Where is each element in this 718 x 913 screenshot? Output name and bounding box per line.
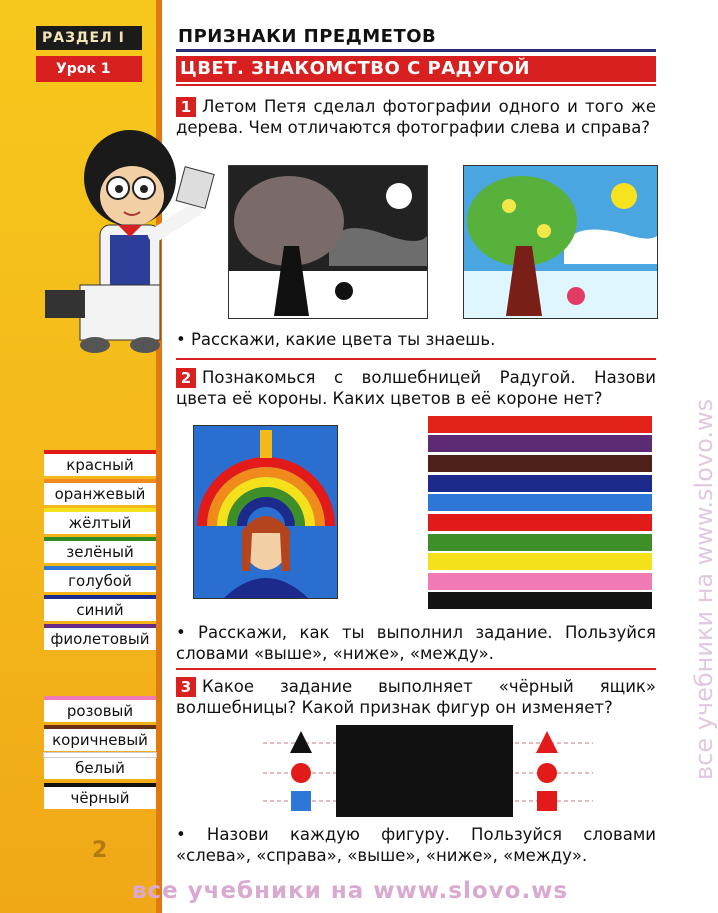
color-bar	[44, 566, 156, 570]
separator	[176, 358, 656, 360]
color-word-label: фиолетовый	[50, 630, 150, 648]
task-1-bullet: • Расскажи, какие цвета ты знаешь.	[176, 330, 496, 349]
stripe-light-blue	[428, 494, 652, 511]
color-word	[44, 541, 156, 563]
color-word-label: коричневый	[52, 731, 148, 749]
rainbow-fairy-picture	[193, 425, 338, 599]
task-text: Летом Петя сделал фотографии одного и того же дерева. Чем отличаются фотографии слева и справа?	[176, 97, 656, 137]
color-word	[44, 700, 156, 722]
side-watermark: все учебники на www.slovo.ws	[690, 398, 718, 780]
photo-bw	[228, 165, 428, 319]
color-bar	[44, 450, 156, 454]
color-word-label: зелёный	[66, 543, 134, 561]
task-number: 3	[176, 677, 196, 697]
task-number: 1	[176, 97, 196, 117]
lesson-title: ЦВЕТ. ЗНАКОМСТВО С РАДУГОЙ	[176, 56, 656, 82]
color-bar	[44, 783, 156, 787]
task-number: 2	[176, 368, 196, 388]
color-word-label: белый	[75, 759, 125, 777]
color-bar	[44, 624, 156, 628]
task-2	[176, 367, 656, 409]
color-word-label: оранжевый	[54, 485, 146, 503]
color-bar	[44, 725, 156, 729]
stripe-red	[428, 416, 652, 433]
color-word	[44, 454, 156, 476]
color-bar	[44, 696, 156, 700]
color-bar	[44, 479, 156, 483]
color-word-label: красный	[66, 456, 134, 474]
color-word	[44, 483, 156, 505]
color-word-label: жёлтый	[68, 514, 132, 532]
page-number: 2	[92, 838, 108, 863]
color-word	[44, 599, 156, 621]
task-text: Какое задание выполняет «чёрный ящик» волшебницы? Какой признак фигур он изменяет?	[176, 677, 656, 717]
color-word	[44, 512, 156, 534]
photo-color	[463, 165, 658, 319]
color-word	[44, 729, 156, 751]
black-box-diagram	[263, 725, 593, 817]
section-badge: РАЗДЕЛ I	[36, 26, 142, 50]
task-1	[176, 96, 656, 138]
separator	[176, 668, 656, 670]
color-bar	[44, 508, 156, 512]
task-3-bullet: • Назови каждую фигуру. Пользуйся словами «слева», «справа», «выше», «ниже», «между».	[176, 825, 656, 865]
task-3	[176, 676, 656, 718]
color-word	[44, 757, 156, 779]
stripe-black	[428, 592, 652, 609]
color-bar	[44, 753, 156, 757]
task-2-bullet: • Расскажи, как ты выполнил задание. Пользуйся словами «выше», «ниже», «между».	[176, 623, 656, 663]
color-word-label: розовый	[66, 702, 134, 720]
stripe-violet	[428, 435, 652, 452]
stripe-yellow	[428, 553, 652, 570]
stripe-pink	[428, 573, 652, 590]
color-bar	[44, 595, 156, 599]
color-word	[44, 787, 156, 809]
stripe-red-2	[428, 514, 652, 531]
task-text: Познакомься с волшебницей Радугой. Назови цвета её короны. Каких цветов в её короне нет?	[176, 368, 656, 408]
page-title: ПРИЗНАКИ ПРЕДМЕТОВ	[178, 26, 437, 47]
color-word-label: синий	[76, 601, 124, 619]
header-divider-red	[176, 84, 656, 86]
color-bar	[44, 537, 156, 541]
color-word	[44, 628, 156, 650]
lesson-badge: Урок 1	[36, 56, 142, 82]
color-word	[44, 570, 156, 592]
footer-watermark: все учебники на www.slovo.ws	[131, 878, 569, 904]
stripe-dark-blue	[428, 475, 652, 492]
color-word-label: чёрный	[70, 789, 130, 807]
stripe-green	[428, 534, 652, 551]
header-divider	[176, 49, 656, 52]
color-word-label: голубой	[68, 572, 132, 590]
stripe-brown	[428, 455, 652, 472]
